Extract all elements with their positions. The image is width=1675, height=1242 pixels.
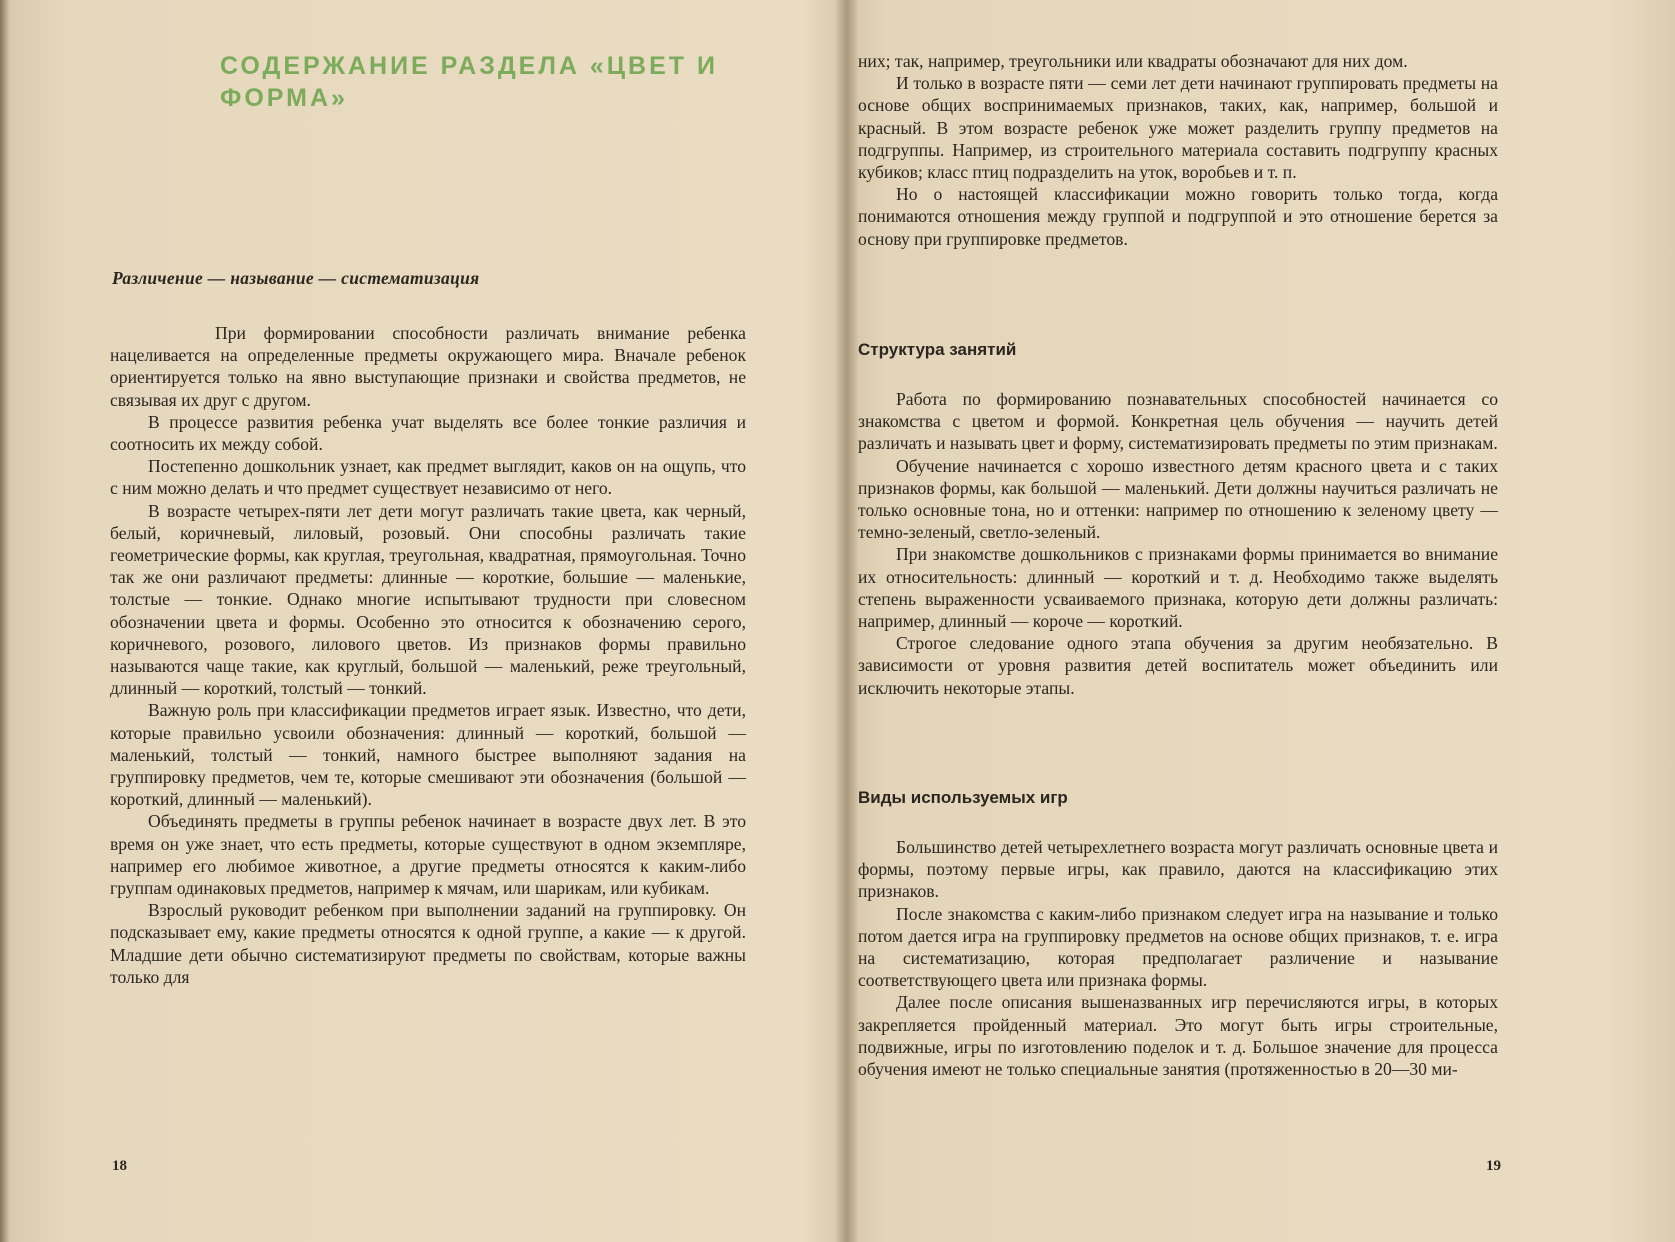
subheading-distinction: Различение — называние — систематизация: [112, 268, 480, 288]
page-number-right: 19: [1486, 1158, 1501, 1174]
paragraph: Но о настоящей классификации можно говорить только тогда, когда понимаются отношения между группой и подгруппой и это отношение берется за основу при группировке предметов.: [858, 184, 1498, 249]
paragraph: Далее после описания вышеназванных игр перечисляются игры, в которых закрепляется пройденный материал. Это могут быть игры строительные, подвижные, игры по изготовлению поделок и т. д. Большое значение для процесса обучения имеют не только специальные занятия (протяженностью в 20—30 ми-: [858, 992, 1498, 1080]
page-number-left: 18: [112, 1158, 127, 1174]
heading-structure: Структура занятий: [858, 340, 1017, 359]
paragraph: При формировании способности различать внимание ребенка нацеливается на определенные предметы окружающего мира. Вначале ребенок ориентируется только на явно выступающие признаки и свойства предметов, не связывая их друг с другом.: [110, 323, 746, 410]
section-title: СОДЕРЖАНИЕ РАЗДЕЛА «ЦВЕТ И ФОРМА»: [220, 52, 718, 112]
paragraph: После знакомства с каким-либо признаком следует игра на называние и только потом дается игра на группировку предметов на основе общих признаков, т. е. игра на систематизацию, которая предполагает различение и называние соответствующего цвета или признака формы.: [858, 903, 1498, 991]
paragraph: Взрослый руководит ребенком при выполнении заданий на группировку. Он подсказывает ему, какие предметы относятся к одной группе, а какие — к другой. Младшие дети обычно систематизируют предметы по свойствам, которые важны только для: [110, 900, 746, 987]
paragraph: Большинство детей четырехлетнего возраста могут различать основные цвета и формы, поэтому первые игры, как правило, даются на классификацию этих признаков.: [858, 837, 1498, 902]
paragraph: них; так, например, треугольники или квадраты обозначают для них дом.: [858, 51, 1408, 71]
paragraph: Обучение начинается с хорошо известного детям красного цвета и с таких признаков формы, как большой — маленький. Дети должны научиться различать не только основные тона, но и оттенки: например по отношению к зеленому цвету — темно-зеленый, светло-зеленый.: [858, 455, 1498, 543]
paragraph: И только в возрасте пяти — семи лет дети начинают группировать предметы на основе общих воспринимаемых признаков, таких, как, например, большой и красный. В этом возрасте ребенок уже может разделить группу предметов на подгруппы. Например, из строительного материала составить подгруппу красных кубиков; класс птиц подразделить на уток, воробьев и т. п.: [858, 73, 1498, 183]
paragraph: В процессе развития ребенка учат выделять все более тонкие различия и соотносить их между собой.: [110, 411, 746, 455]
left-body-text: [110, 322, 746, 988]
paragraph: При знакомстве дошкольников с признаками формы принимается во внимание их относительность: длинный — короткий и т. д. Необходимо также выделять степень выраженности усваиваемого признака, которую дети должны различать: например, длинный — короче — короткий.: [858, 544, 1498, 632]
heading-games: Виды используемых игр: [858, 788, 1068, 807]
paragraph: В возрасте четырех-пяти лет дети могут различать такие цвета, как черный, белый, коричневый, лиловый, розовый. Они способны различать такие геометрические формы, как круглая, треугольная, квадратная, прямоугольная. Точно так же они различают предметы: длинные — короткие, большие — маленькие, толстые — тонкие. Однако многие испытывают трудности при словесном обозначении цвета и формы. Особенно это относится к обозначению серого, коричневого, розового, лилового цветов. Из признаков формы правильно называются чаще такие, как круглый, большой — маленький, реже треугольный, длинный — короткий, толстый — тонкий.: [110, 500, 746, 699]
games-text: [858, 836, 1498, 1080]
right-page: [858, 0, 1675, 1242]
paragraph: Важную роль при классификации предметов играет язык. Известно, что дети, которые правильно усвоили обозначения: длинный — короткий, большой — маленький, толстый — тонкий, намного быстрее выполняют задания на группировку предметов, чем те, которые смешивают эти обозначения (большой — короткий, длинный — маленький).: [110, 700, 746, 810]
paragraph: Постепенно дошкольник узнает, как предмет выглядит, каков он на ощупь, что с ним можно делать и что предмет существует независимо от него.: [110, 456, 746, 499]
structure-text: [858, 388, 1498, 699]
paragraph: Строгое следование одного этапа обучения за другим необязательно. В зависимости от уровня развития детей воспитатель может объединить или исключить некоторые этапы.: [858, 633, 1498, 698]
left-page: [0, 0, 836, 1242]
book-gutter: [836, 0, 858, 1242]
right-intro-text: [858, 50, 1498, 250]
paragraph: Объединять предметы в группы ребенок начинает в возрасте двух лет. В это время он уже знает, что есть предметы, которые существуют в одном экземпляре, например его любимое животное, а другие предметы относятся к каким-либо группам одинаковых предметов, например к мячам, или шарикам, или кубикам.: [110, 811, 746, 899]
paragraph: Работа по формированию познавательных способностей начинается со знакомства с цветом и формой. Конкретная цель обучения — научить детей различать и называть цвет и форму, систематизировать предметы по этим признакам.: [858, 389, 1498, 454]
